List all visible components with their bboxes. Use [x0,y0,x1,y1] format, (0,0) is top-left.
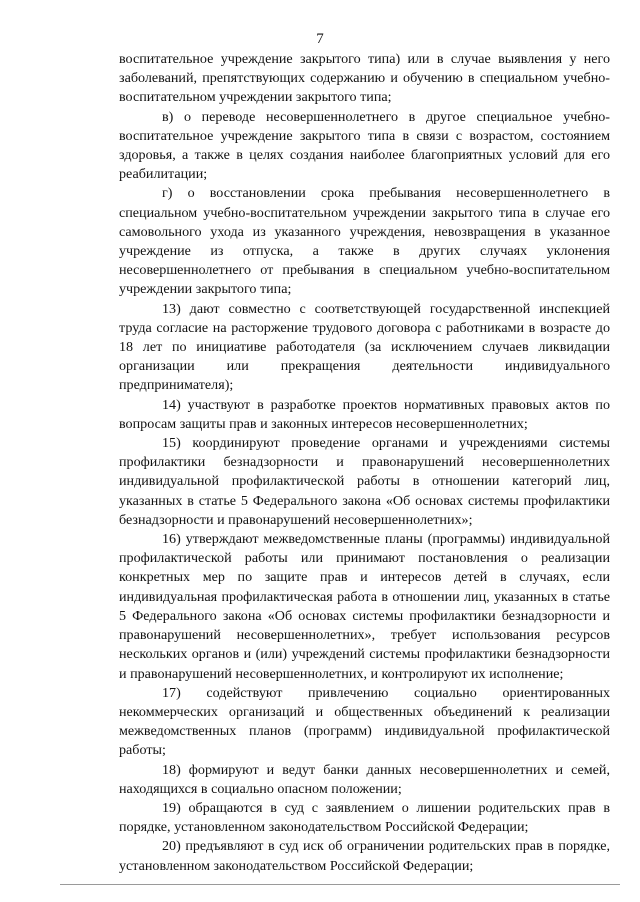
paragraph-item-16: 16) утверждают межведомственные планы (программы) индивидуальной профилактической работы или принимают постановления о реализации конкретных мер по защите прав и интересов детей в случаях, если индивидуальная профилактическая работа в отношении лиц, указанных в статье 5 Федерального закона «Об основах системы профилактики безнадзорности и правонарушений несовершеннолетних», требует использования ресурсов нескольких органов и (или) учреждений системы профилактики безнадзорности и правонарушений несовершеннолетних, и контролируют их исполнение; [119,531,610,682]
paragraph-item-14: 14) участвуют в разработке проектов нормативных правовых актов по вопросам защиты прав и законных интересов несовершеннолетних; [119,396,610,432]
paragraph-item-20: 20) предъявляют в суд иск об ограничении родительских прав в порядке, установленном законодательством Российской Федерации; [119,838,610,874]
paragraph-item-15: 15) координируют проведение органами и учреждениями системы профилактики безнадзорности и правонарушений несовершеннолетних индивидуальной профилактической работы в отношении категорий лиц, указанных в статье 5 Федерального закона «Об основах системы профилактики безнадзорности и правонарушений несовершеннолетних»; [119,435,610,528]
paragraph-item-13: 13) дают совместно с соответствующей государственной инспекцией труда согласие на расторжение трудового договора с работниками в возрасте до 18 лет по инициативе работодателя (за исключением случаев ликвидации организации или прекращения деятельности индивидуального предпринимателя); [119,300,610,394]
paragraph-item-19: 19) обращаются в суд с заявлением о лишении родительских прав в порядке, установленном законодательством Российской Федерации; [119,799,610,836]
paragraph-continuation: воспитательное учреждение закрытого типа) или в случае выявления у него заболеваний, препятствующих содержанию и обучению в специальном учебно-воспитательном учреждении закрытого типа; [119,51,610,106]
page-number: 7 [316,31,324,47]
paragraph-item-g: г) о восстановлении срока пребывания несовершеннолетнего в специальном учебно-воспитательном учреждении закрытого типа в случае его самовольного ухода из указанного учреждения, невозвращения в указанное учреждение из отпуска, а также в других случаях уклонения несовершеннолетнего от пребывания в специальном учебно-воспитательном учреждении закрытого типа; [119,185,610,298]
bottom-divider [60,884,620,885]
paragraph-item-18: 18) формируют и ведут банки данных несовершеннолетних и семей, находящихся в социально опасном положении; [119,761,610,797]
paragraph-item-v: в) о переводе несовершеннолетнего в другое специальное учебно-воспитательное учреждение закрытого типа в связи с возрастом, состоянием здоровья, а также в целях создания наиболее благоприятных условий для его реабилитации; [119,108,610,183]
document-body [119,50,610,876]
paragraph-item-17: 17) содействуют привлечению социально ориентированных некоммерческих организаций и общественных объединений к реализации межведомственных планов (программ) индивидуальной профилактической работы; [119,684,610,759]
